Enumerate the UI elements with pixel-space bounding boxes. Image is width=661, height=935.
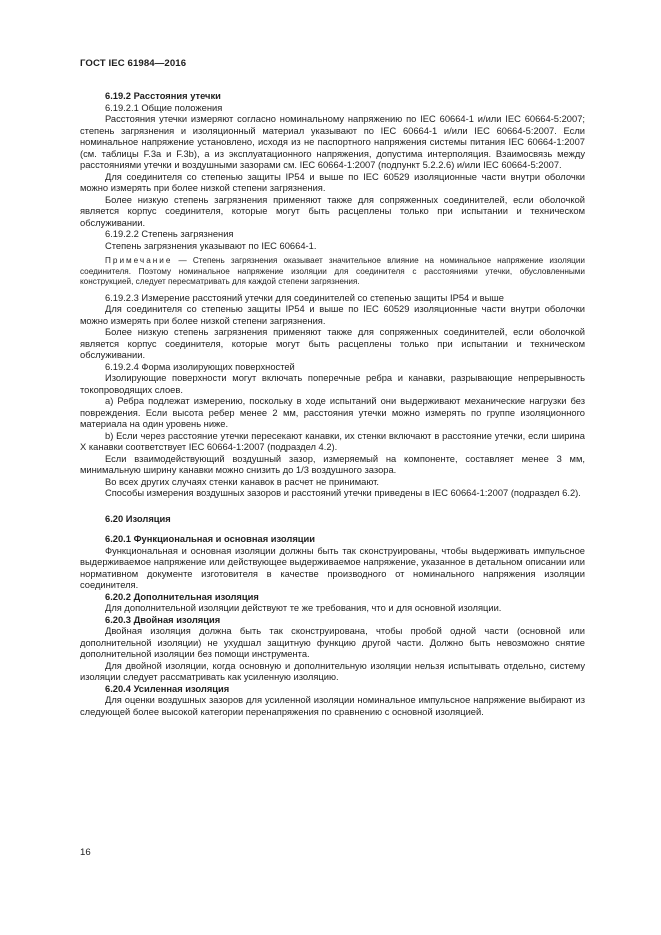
subsection-title-6-20-3: 6.20.3 Двойная изоляция — [105, 614, 221, 625]
subsection-title-6-20-1: 6.20.1 Функциональная и основная изоляции — [105, 534, 316, 545]
paragraph: Двойная изоляция должна быть так сконструирована, чтобы пробой одной части (основной или дополнительной изоляции) не ухудшал защитную функцию другой части. Должно быть невозможно снятие дополнительной изоляции без помощи инструмента. — [80, 626, 585, 660]
paragraph: Способы измерения воздушных зазоров и расстояний утечки приведены в IEC 60664-1:2007 (подраздел 6.2). — [105, 488, 581, 499]
paragraph: Более низкую степень загрязнения применяют также для сопряженных соединителей, если оболочкой является корпус соединителя, которые могут быть расцеплены только при испытании и техническом обслуживании. — [80, 327, 585, 361]
page-number: 16 — [80, 847, 91, 858]
paragraph: Для соединителя со степенью защиты IP54 и выше по IEC 60529 изоляционные части внутри оболочки можно измерять при более низкой степени загрязнения. — [80, 304, 585, 326]
list-item-a: а) Ребра подлежат измерению, поскольку в ходе испытаний они выдерживают механические нагрузки без повреждения. Если высота ребер менее 2 мм, расстояния утечки можно измерять по группе изоляционного материала на один уровень ниже. — [80, 396, 585, 430]
paragraph: Изолирующие поверхности могут включать поперечные ребра и канавки, разрывающие непрерывность токопроводящих слоев. — [80, 373, 585, 395]
paragraph: Функциональная и основная изоляции должны быть так сконструированы, чтобы выдерживать импульсное выдерживаемое напряжение или действующее выдерживаемое напряжение, указанное в детальном описании или нормативном документе изготовителя в качестве производного от номинального напряжения изоляции соединителя. — [80, 545, 585, 591]
subsection-title-6-20-2: 6.20.2 Дополнительная изоляция — [105, 591, 259, 602]
note-label: Примечание — [105, 256, 173, 265]
subsection-title-6-19-2-1: 6.19.2.1 Общие положения — [105, 102, 223, 113]
paragraph: Для соединителя со степенью защиты IP54 и выше по IEC 60529 изоляционные части внутри оболочки можно измерять при более низкой степени загрязнения. — [80, 171, 585, 193]
paragraph: Если взаимодействующий воздушный зазор, измеряемый на компоненте, составляет менее 3 мм, минимальную ширину канавки можно снизить до 1/3 воздушного зазора. — [80, 453, 585, 476]
document-header: ГОСТ IEC 61984—2016 — [80, 58, 187, 69]
paragraph: Более низкую степень загрязнения применяют также для сопряженных соединителей, если оболочкой является корпус соединителя, которые могут быть расцеплены только при испытании и техническом обслуживании. — [80, 194, 585, 228]
document-body — [80, 91, 585, 718]
note — [80, 256, 585, 288]
paragraph: Степень загрязнения указывают по IEC 60664-1. — [105, 240, 317, 251]
section-heading-6-20: 6.20 Изоляция — [105, 513, 171, 524]
note-text: — Степень загрязнения оказывает значительное влияние на номинальное напряжение изоляции соединителя. Поэтому номинальное напряжение изоляции для соединителя с расстояниями утечки, обусловленными конструкцией, следует пересматривать для каждой степени загрязнения. — [80, 256, 585, 287]
subsection-title-6-19-2-4: 6.19.2.4 Форма изолирующих поверхностей — [105, 361, 295, 372]
subsection-title-6-19-2-2: 6.19.2.2 Степень загрязнения — [105, 229, 234, 239]
paragraph: Для двойной изоляции, когда основную и дополнительную изоляции нельзя испытывать отдельно, систему изоляции следует рассматривать как усиленную изоляцию. — [80, 660, 585, 683]
section-heading-6-19-2: 6.19.2 Расстояния утечки — [105, 91, 221, 101]
paragraph: Для дополнительной изоляции действуют те же требования, что и для основной изоляции. — [105, 603, 502, 614]
paragraph: Для оценки воздушных зазоров для усиленной изоляции номинальное импульсное напряжение выбирают из следующей более высокой категории перенапряжения по сравнению с основной изоляцией. — [80, 695, 585, 717]
paragraph: Расстояния утечки измеряют согласно номинальному напряжению по IEC 60664-1 и/или IEC 60664-5:2007; степень загрязнения и изоляционный материал указывают по IEC 60664-1 и/или IEC 60664-5:2007. Если номинальное напряжение установлено, исходя из не паспортного напряжения системы питания IEC 60664-1:2007 (см. таблицы F.3a и F.3b), а из эксплуатационного напряжения, допустима интерполяция. Взаимосвязь между расстояниями утечки и воздушными зазорами см. IEC 60664-1:2007 (подпункт 5.2.2.6) и/или IEC 60664-5:2007. — [80, 114, 585, 170]
subsection-title-6-19-2-3: 6.19.2.3 Измерение расстояний утечки для соединителей со степенью защиты IP54 и выше — [105, 292, 505, 303]
subsection-title-6-20-4: 6.20.4 Усиленная изоляция — [105, 683, 230, 694]
list-item-b: b) Если через расстояние утечки пересекают канавки, их стенки включают в расстояние утечки, если ширина X канавки соответствует IEC 60664-1:2007 (подраздел 4.2). — [80, 430, 585, 453]
paragraph: Во всех других случаях стенки канавок в расчет не принимают. — [105, 476, 380, 487]
